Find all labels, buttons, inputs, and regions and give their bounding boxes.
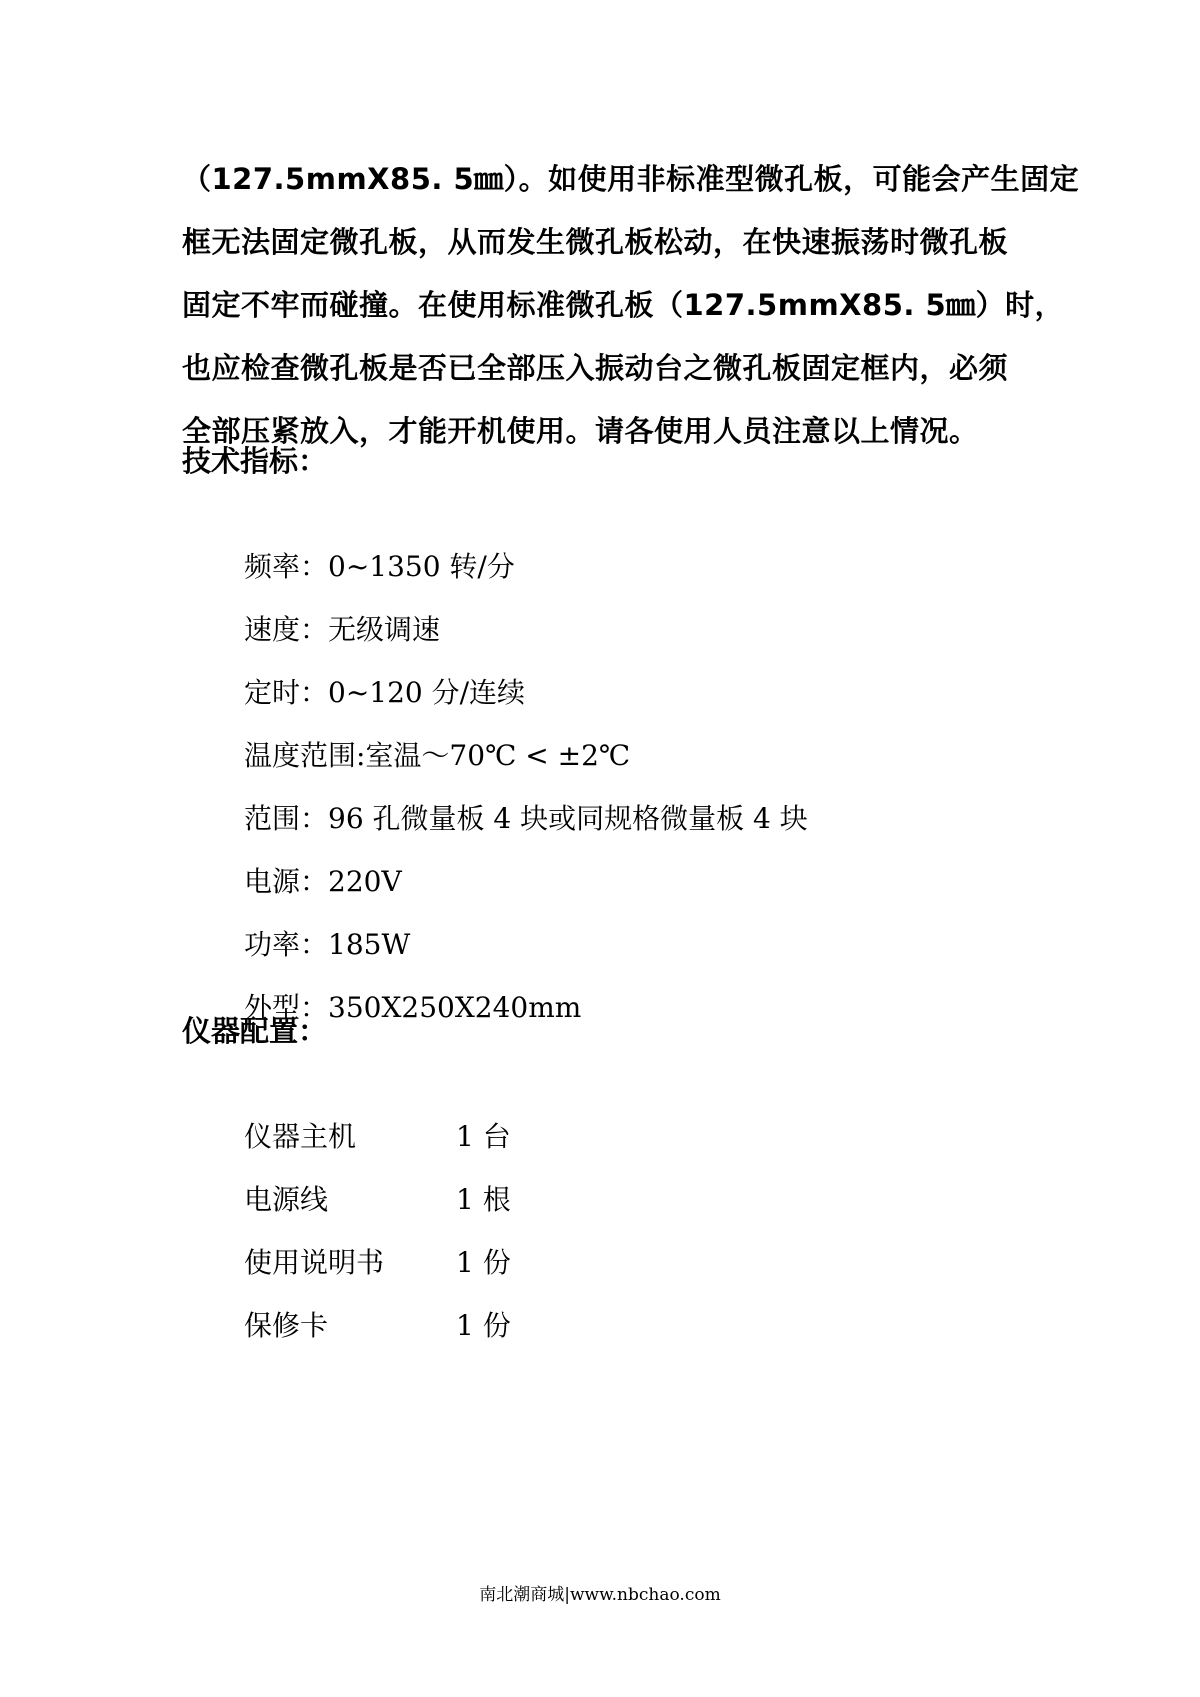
config-item-name: 保修卡 <box>244 1309 329 1342</box>
intro-line: 固定不牢而碰撞。在使用标准微孔板（127.5mmX85. 5㎜）时， <box>182 288 1065 322</box>
config-item-qty: 1 份 <box>456 1309 511 1342</box>
page-footer: 南北潮商城|www.nbchao.com <box>479 1585 721 1605</box>
intro-line: 也应检查微孔板是否已全部压入振动台之微孔板固定框内，必须 <box>182 351 1009 385</box>
config-row-warranty-card <box>244 1294 511 1357</box>
spec-power-supply: 电源：220V <box>244 865 402 898</box>
spec-power: 功率：185W <box>244 928 411 961</box>
config-item-name: 电源线 <box>244 1183 329 1216</box>
spec-timer: 定时：0~120 分/连续 <box>244 676 526 709</box>
config-list <box>244 1105 511 1357</box>
config-item-name: 使用说明书 <box>244 1246 385 1279</box>
intro-line: （127.5mmX85. 5㎜）。如使用非标准型微孔板，可能会产生固定 <box>182 162 1080 196</box>
config-heading: 仪器配置： <box>182 1014 328 1048</box>
spec-speed: 速度：无级调速 <box>244 613 441 646</box>
config-item-qty: 1 台 <box>456 1120 511 1153</box>
config-item-qty: 1 份 <box>456 1246 511 1279</box>
intro-line: 全部压紧放入，才能开机使用。请各使用人员注意以上情况。 <box>182 414 979 448</box>
specs-heading: 技术指标： <box>182 444 328 478</box>
specs-list <box>244 535 808 1039</box>
config-row-manual <box>244 1231 511 1294</box>
intro-paragraph <box>182 148 1080 463</box>
intro-line: 框无法固定微孔板，从而发生微孔板松动，在快速振荡时微孔板 <box>182 225 1009 259</box>
config-row-main-unit <box>244 1105 511 1168</box>
spec-dimensions: 外型：350X250X240mm <box>244 991 582 1024</box>
config-item-name: 仪器主机 <box>244 1120 357 1153</box>
spec-frequency: 频率：0~1350 转/分 <box>244 550 515 583</box>
config-row-power-cord <box>244 1168 511 1231</box>
spec-range: 范围：96 孔微量板 4 块或同规格微量板 4 块 <box>244 802 808 835</box>
config-item-qty: 1 根 <box>456 1183 511 1216</box>
spec-temperature: 温度范围:室温～70℃ < ±2℃ <box>244 739 631 772</box>
